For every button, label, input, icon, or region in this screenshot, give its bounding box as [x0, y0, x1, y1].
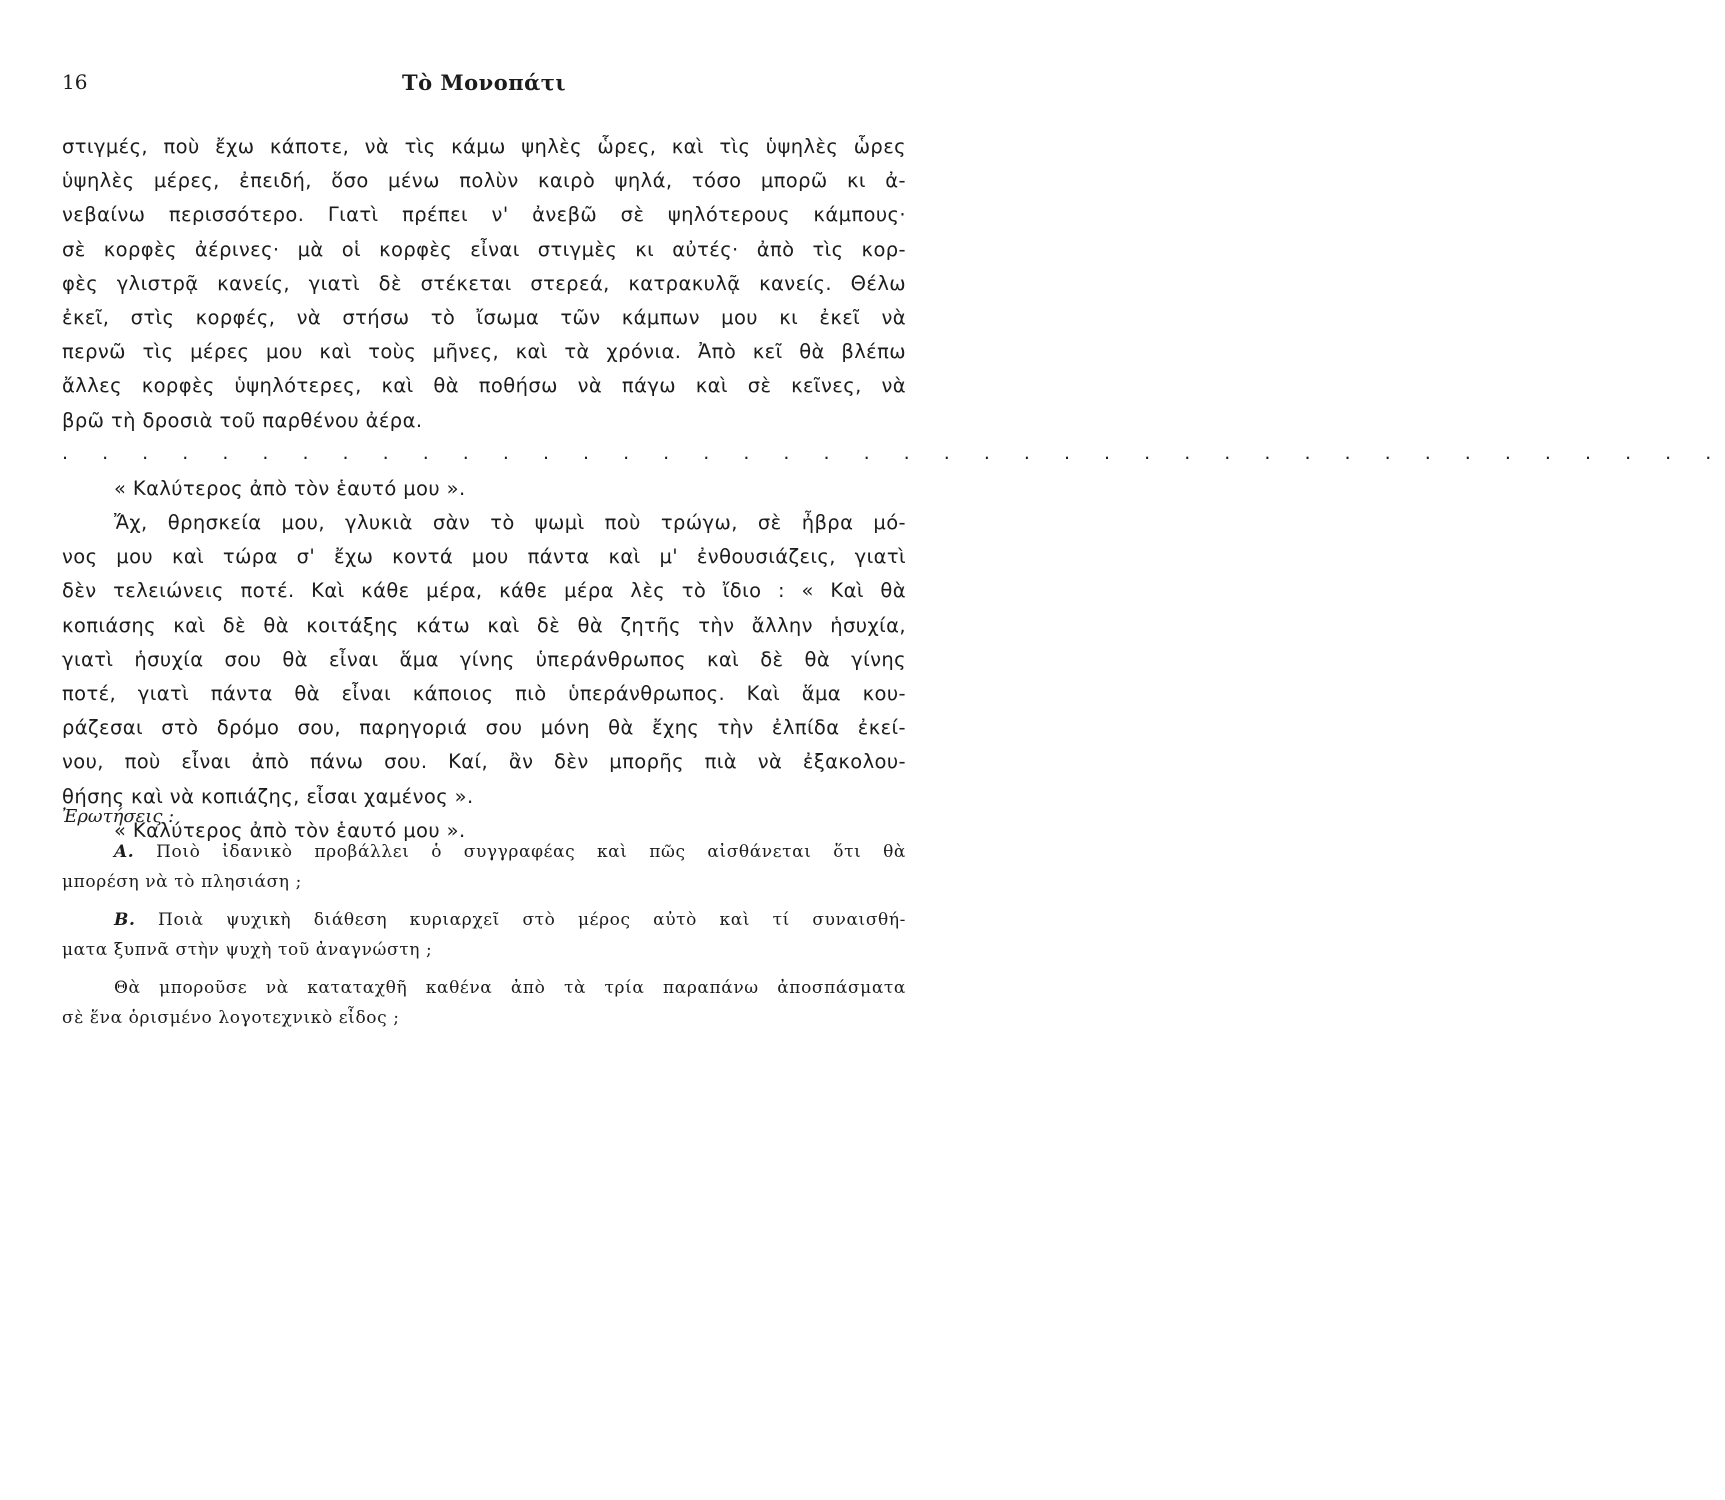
text-line: σὲ κορφὲς ἀέρινες· μὰ οἱ κορφὲς εἶναι στιγμὲς κι αὐτές· ἀπὸ τὶς κορ- [62, 237, 906, 261]
text-line: Ἄχ, θρησκεία μου, γλυκιὰ σὰν τὸ ψωμὶ ποὺ τρώγω, σὲ ἦβρα μό- [114, 511, 906, 535]
refrain-line: « Καλύτερος ἀπὸ τὸν ἑαυτό μου ». [114, 476, 466, 500]
text-line: φὲς γλιστρᾷ κανείς, γιατὶ δὲ στέκεται στερεά, κατρακυλᾷ κανείς. Θέλω [62, 271, 906, 295]
questions-heading: Ἐρωτήσεις : [62, 806, 175, 827]
spacer [62, 965, 906, 973]
question-b-letter: Β. [114, 910, 136, 930]
text-line: ράζεσαι στὸ δρόμο σου, παρηγοριά σου μόνη θὰ ἔχης τὴν ἐλπίδα ἐκεί- [62, 716, 906, 740]
page-number: 16 [62, 70, 88, 94]
text-line: δὲν τελειώνεις ποτέ. Καὶ κάθε μέρα, κάθε μέρα λὲς τὸ ἴδιο : « Καὶ θὰ [62, 579, 906, 603]
text-line: νος μου καὶ τώρα σ' ἔχω κοντά μου πάντα καὶ μ' ἐνθουσιάζεις, γιατὶ [62, 545, 906, 569]
text-line: νεβαίνω περισσότερο. Γιατὶ πρέπει ν' ἀνεβῶ σὲ ψηλότερους κάμπους· [62, 203, 906, 227]
text-line: ὑψηλὲς μέρες, ἐπειδή, ὅσο μένω πολὺν καιρὸ ψηλά, τόσο μπορῶ κι ἀ- [62, 169, 906, 193]
text-line: ἐκεῖ, στὶς κορφές, νὰ στήσω τὸ ἴσωμα τῶν κάμπων μου κι ἐκεῖ νὰ [62, 305, 906, 329]
text-line: θήσης καὶ νὰ κοπιάζης, εἶσαι χαμένος ». [62, 784, 474, 808]
refrain-line: « Καλύτερος ἀπὸ τὸν ἑαυτό μου ». [114, 818, 466, 842]
text-line: βρῶ τὴ δροσιὰ τοῦ παρθένου ἀέρα. [62, 408, 423, 432]
running-title: Τὸ Μονοπάτι [401, 70, 567, 95]
question-a-letter: Α. [114, 842, 135, 862]
ellipsis-separator: . . . . . . . . . . . . . . . . . . . . . . . . . . . . . . . . . . . . . . . . . . [62, 441, 1725, 464]
text-line: στιγμές, ποὺ ἔχω κάποτε, νὰ τὶς κάμω ψηλὲς ὧρες, καὶ τὶς ὑψηλὲς ὧρες [62, 135, 906, 158]
text-line: ἄλλες κορφὲς ὑψηλότερες, καὶ θὰ ποθήσω νὰ πάγω καὶ σὲ κεῖνες, νὰ [62, 374, 906, 398]
text-line: κοπιάσης καὶ δὲ θὰ κοιτάξης κάτω καὶ δὲ θὰ ζητῆς τὴν ἄλλην ἡσυχία, [62, 613, 906, 637]
question-c-line: Θὰ μποροῦσε νὰ καταταχθῆ καθένα ἀπὸ τὰ τρία παραπάνω ἀποσπάσματα [114, 978, 906, 998]
text-line: γιατὶ ἡσυχία σου θὰ εἶναι ἅμα γίνης ὑπεράνθρωπος καὶ δὲ θὰ γίνης [62, 647, 906, 671]
question-b-line [62, 905, 906, 935]
text-line: νου, ποὺ εἶναι ἀπὸ πάνω σου. Καί, ἂν δὲν μπορῆς πιὰ νὰ ἐξακολου- [62, 750, 906, 774]
question-c-continuation: σὲ ἕνα ὁρισμένο λογοτεχνικὸ εἶδος ; [62, 1008, 400, 1028]
question-a-text: Ποιὸ ἰδανικὸ προβάλλει ὁ συγγραφέας καὶ πῶς αἰσθάνεται ὅτι θὰ [156, 842, 906, 862]
question-a-line [62, 837, 906, 867]
body-text [62, 130, 1725, 848]
question-b-continuation: ματα ξυπνᾶ στὴν ψυχὴ τοῦ ἀναγνώστη ; [62, 940, 433, 960]
text-line: ποτέ, γιατὶ πάντα θὰ εἶναι κάποιος πιὸ ὑπεράνθρωπος. Καὶ ἅμα κου- [62, 682, 906, 705]
questions-section [62, 797, 906, 1033]
page-header [62, 70, 906, 106]
question-b-text: Ποιὰ ψυχικὴ διάθεση κυριαρχεῖ στὸ μέρος αὐτὸ καὶ τί συναισθή- [158, 910, 906, 930]
question-a-continuation: μπορέση νὰ τὸ πλησιάση ; [62, 872, 302, 892]
text-line: περνῶ τὶς μέρες μου καὶ τοὺς μῆνες, καὶ τὰ χρόνια. Ἀπὸ κεῖ θὰ βλέπω [62, 340, 906, 364]
spacer [62, 897, 906, 905]
